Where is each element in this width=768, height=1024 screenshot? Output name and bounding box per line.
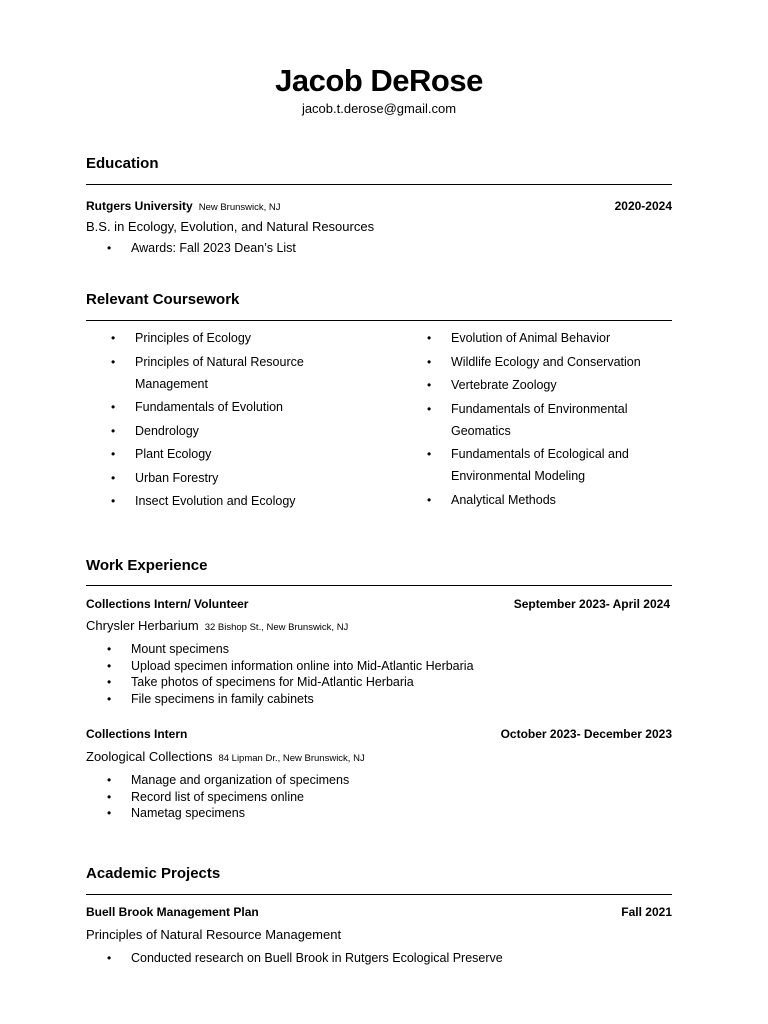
education-bullet-list xyxy=(86,240,296,257)
section-divider xyxy=(86,320,672,321)
job-address: 84 Lipman Dr., New Brunswick, NJ xyxy=(218,753,365,764)
section-title-coursework: Relevant Coursework xyxy=(86,291,240,308)
course-item: • Wildlife Ecology and Conservation xyxy=(402,351,672,373)
course-item: • Dendrology xyxy=(86,420,356,442)
course-item: • Fundamentals of Environmental Geomatics xyxy=(402,398,641,442)
section-title-education: Education xyxy=(86,155,159,172)
list-item: • Mount specimens xyxy=(86,641,474,658)
school-name: Rutgers University xyxy=(86,199,193,213)
job-organization-row xyxy=(86,749,365,767)
coursework-right-column xyxy=(402,327,672,512)
section-title-projects: Academic Projects xyxy=(86,865,221,882)
education-dates: 2020-2024 xyxy=(614,199,672,213)
course-item: • Urban Forestry xyxy=(86,467,356,489)
section-divider xyxy=(86,894,672,895)
course-item: • Evolution of Animal Behavior xyxy=(402,327,672,349)
job-address: 32 Bishop St., New Brunswick, NJ xyxy=(204,622,349,633)
degree: B.S. in Ecology, Evolution, and Natural Resources xyxy=(86,219,375,234)
section-title-work: Work Experience xyxy=(86,557,208,574)
course-item: • Fundamentals of Evolution xyxy=(86,396,356,418)
email-address[interactable]: jacob.t.derose@gmail.com xyxy=(301,101,457,116)
resume-page xyxy=(86,0,672,1024)
project-name: Buell Brook Management Plan xyxy=(86,905,259,919)
project-dates: Fall 2021 xyxy=(621,905,672,919)
job-header-row xyxy=(86,726,672,742)
course-item: • Principles of Natural Resource Management xyxy=(86,351,310,395)
job-organization-row xyxy=(86,618,348,636)
list-item: • Upload specimen information online into Mid-Atlantic Herbaria xyxy=(86,658,474,675)
job-role: Collections Intern xyxy=(86,727,188,741)
project-header-row xyxy=(86,904,672,920)
coursework-left-column xyxy=(86,327,356,514)
list-item: • File specimens in family cabinets xyxy=(86,691,474,708)
section-divider xyxy=(86,184,672,185)
education-header-row xyxy=(86,198,672,216)
job-header-row xyxy=(86,596,672,612)
list-item: • Take photos of specimens for Mid-Atlantic Herbaria xyxy=(86,674,474,691)
job-bullet-list xyxy=(86,772,349,822)
candidate-name: Jacob DeRose xyxy=(275,63,483,98)
list-item: • Manage and organization of specimens xyxy=(86,772,349,789)
job-dates: October 2023- December 2023 xyxy=(500,727,672,741)
school-location: New Brunswick, NJ xyxy=(198,202,281,213)
list-item: • Awards: Fall 2023 Dean’s List xyxy=(86,240,296,257)
job-dates: September 2023- April 2024 xyxy=(513,597,670,611)
course-item: • Insect Evolution and Ecology xyxy=(86,490,356,512)
job-organization: Zoological Collections xyxy=(86,749,213,764)
list-item: • Conducted research on Buell Brook in Rutgers Ecological Preserve xyxy=(86,950,503,967)
course-item: • Vertebrate Zoology xyxy=(402,374,672,396)
course-item: • Plant Ecology xyxy=(86,443,356,465)
course-item: • Fundamentals of Ecological and Environmental Modeling xyxy=(402,443,641,487)
job-role: Collections Intern/ Volunteer xyxy=(86,597,249,611)
list-item: • Nametag specimens xyxy=(86,805,349,822)
project-bullet-list xyxy=(86,950,503,967)
section-divider xyxy=(86,585,672,586)
project-course: Principles of Natural Resource Management xyxy=(86,927,342,942)
job-bullet-list xyxy=(86,641,474,707)
job-organization: Chrysler Herbarium xyxy=(86,618,199,633)
list-item: • Record list of specimens online xyxy=(86,789,349,806)
course-item: • Principles of Ecology xyxy=(86,327,356,349)
course-item: • Analytical Methods xyxy=(402,489,672,511)
